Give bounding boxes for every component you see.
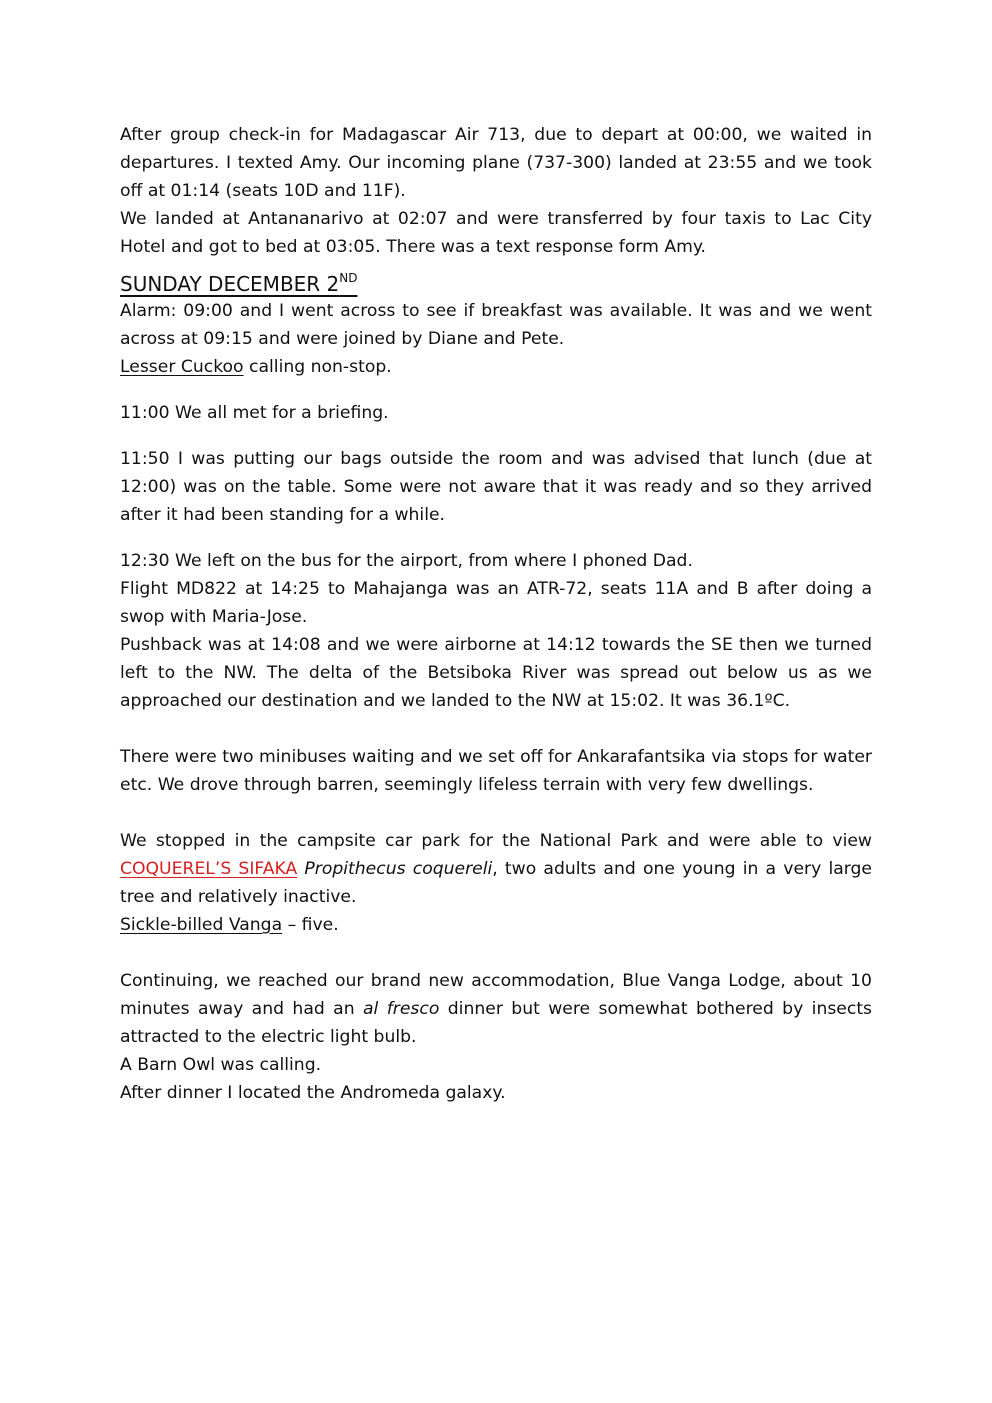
intro-paragraph-landing: We landed at Antananarivo at 02:07 and were transferred by four taxis to Lac City Hotel and got to bed at 03:05. There was a text response form Amy.: [120, 209, 872, 257]
lodge-intro: Continuing, we reached our brand new accommodation, Blue Vanga Lodge, about 10 minutes away and had an: [120, 971, 872, 1019]
cuckoo-note: calling non-stop.: [243, 357, 392, 377]
sifaka-description: , two adults and one young in a very large tree and relatively inactive.: [120, 859, 873, 907]
intro-paragraph-checkin: After group check-in for Madagascar Air 713, due to depart at 00:00, we waited in departures. I texted Amy. Our incoming plane (737-300) landed at 23:55 and we took off at 01:14 (seats 10D and 11F).: [120, 125, 872, 201]
day-heading-text: SUNDAY DECEMBER 2: [120, 272, 340, 296]
briefing-paragraph: 11:00 We all met for a briefing.: [120, 403, 389, 423]
species-coquerels-sifaka: COQUEREL’S SIFAKA: [120, 859, 298, 879]
species-sickle-billed-vanga: Sickle-billed Vanga: [120, 915, 283, 935]
day-heading-suffix: ND: [339, 271, 358, 285]
cuckoo-line: [120, 353, 872, 381]
vanga-count: – five.: [282, 915, 339, 935]
lodge-description: dinner but were somewhat bothered by insects attracted to the electric light bulb.: [120, 999, 873, 1047]
sifaka-latin-name: Propithecus coquereli: [304, 859, 493, 879]
pushback-paragraph: Pushback was at 14:08 and we were airborne at 14:12 towards the SE then we turned left to the NW. The delta of the Betsiboka River was spread out below us as we approached our destination and we landed to the NW at 15:02. It was 36.1ºC.: [120, 635, 872, 711]
sifaka-paragraph: [120, 827, 872, 911]
alarm-paragraph: Alarm: 09:00 and I went across to see if breakfast was available. It was and we went across at 09:15 and were joined by Diane and Pete.: [120, 301, 872, 349]
lodge-paragraph: [120, 967, 872, 1051]
sifaka-intro: We stopped in the campsite car park for the National Park and were able to view: [120, 831, 872, 851]
galaxy-line: After dinner I located the Andromeda galaxy.: [120, 1083, 506, 1103]
al-fresco-term: al fresco: [363, 999, 440, 1019]
flight-paragraph: Flight MD822 at 14:25 to Mahajanga was an ATR-72, seats 11A and B after doing a swop with Maria-Jose.: [120, 579, 872, 627]
diary-page: [120, 121, 872, 1107]
day-heading: [120, 270, 872, 298]
species-lesser-cuckoo: Lesser Cuckoo: [120, 357, 244, 377]
bus-paragraph: 12:30 We left on the bus for the airport, from where I phoned Dad.: [120, 551, 693, 571]
owl-line: A Barn Owl was calling.: [120, 1055, 322, 1075]
minibuses-paragraph: There were two minibuses waiting and we set off for Ankarafantsika via stops for water etc. We drove through barren, seemingly lifeless terrain with very few dwellings.: [120, 747, 872, 795]
lunch-paragraph: 11:50 I was putting our bags outside the room and was advised that lunch (due at 12:00) was on the table. Some were not aware that it was ready and so they arrived after it had been standing for a while.: [120, 449, 872, 525]
vanga-line: [120, 911, 872, 939]
